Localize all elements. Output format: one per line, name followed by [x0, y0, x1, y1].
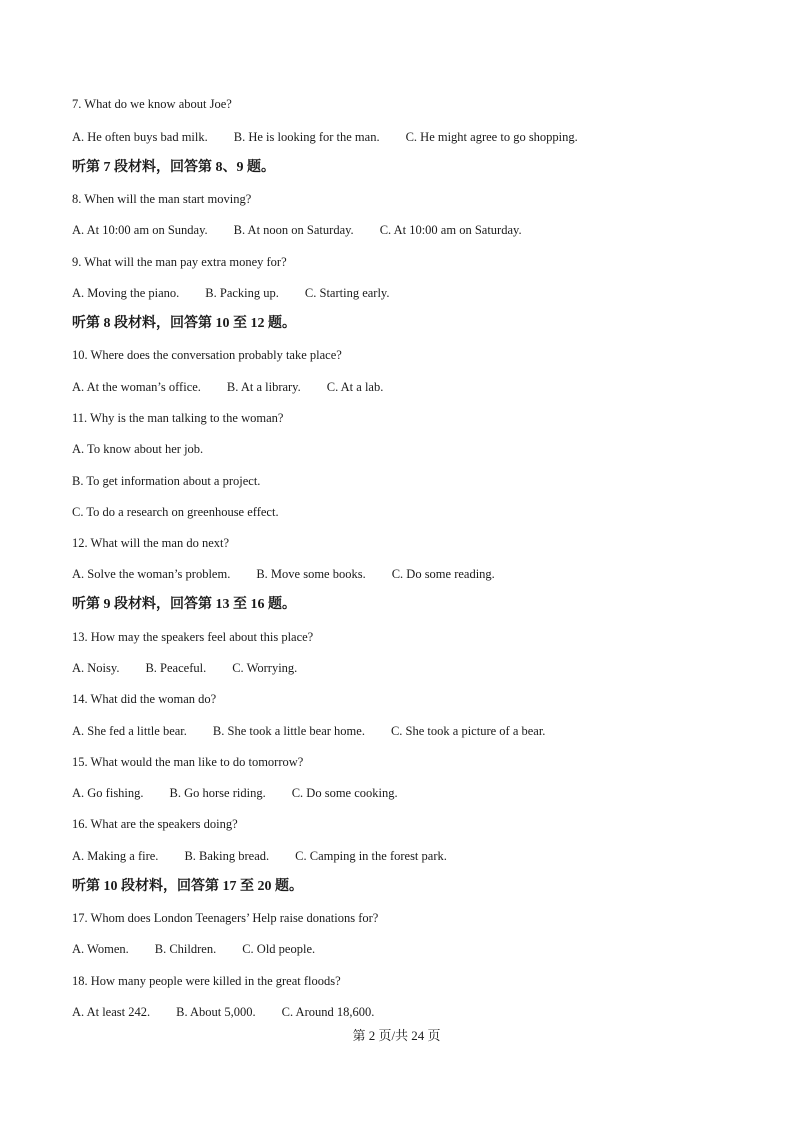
question-text: 14. What did the woman do? [72, 692, 217, 706]
answer-options [72, 941, 315, 957]
answer-option: B. Packing up. [205, 286, 279, 300]
answer-options [72, 848, 447, 864]
answer-option: A. At 10:00 am on Sunday. [72, 223, 208, 237]
answer-options [72, 785, 398, 801]
answer-option: A. At the woman’s office. [72, 380, 201, 394]
answer-option: A. Making a fire. [72, 849, 159, 863]
answer-option: A. She fed a little bear. [72, 724, 187, 738]
section-heading: 听第 7 段材料，回答第 8、9 题。 [72, 160, 275, 175]
answer-option: A. Go fishing. [72, 786, 144, 800]
answer-option: C. He might agree to go shopping. [405, 130, 578, 144]
answer-option: C. Camping in the forest park. [295, 849, 447, 863]
answer-option: A. He often buys bad milk. [72, 130, 208, 144]
answer-option: B. At noon on Saturday. [233, 223, 354, 237]
question-text: 9. What will the man pay extra money for? [72, 255, 287, 269]
answer-option: A. Solve the woman’s problem. [72, 567, 231, 581]
question-text: 12. What will the man do next? [72, 536, 230, 550]
answer-options [72, 1004, 374, 1020]
answer-option: B. He is looking for the man. [233, 130, 380, 144]
question-text: 15. What would the man like to do tomorrow? [72, 755, 304, 769]
answer-option: B. Go horse riding. [169, 786, 266, 800]
answer-option: B. At a library. [226, 380, 301, 394]
answer-option: C. At a lab. [326, 380, 384, 394]
page-footer: 第 2 页/共 24 页 [352, 1028, 441, 1043]
answer-option: C. She took a picture of a bear. [390, 724, 546, 738]
answer-options [72, 723, 545, 739]
question-text: 13. How may the speakers feel about this place? [72, 630, 314, 644]
section-heading: 听第 8 段材料，回答第 10 至 12 题。 [72, 316, 296, 331]
answer-options [72, 566, 495, 582]
answer-option: A. To know about her job. [72, 442, 204, 456]
answer-option: B. Move some books. [256, 567, 366, 581]
answer-option: C. Do some cooking. [291, 786, 398, 800]
question-text: 10. Where does the conversation probably take place? [72, 348, 342, 362]
answer-option: A. At least 242. [72, 1005, 151, 1019]
answer-options [72, 441, 203, 457]
answer-option: B. Baking bread. [184, 849, 270, 863]
answer-option: A. Noisy. [72, 661, 120, 675]
answer-option: C. Starting early. [304, 286, 390, 300]
section-heading: 听第 10 段材料，回答第 17 至 20 题。 [72, 879, 303, 894]
answer-options [72, 222, 522, 238]
answer-option: B. Children. [154, 942, 217, 956]
answer-option: C. At 10:00 am on Saturday. [379, 223, 522, 237]
answer-option: C. To do a research on greenhouse effect. [72, 505, 279, 519]
answer-options [72, 473, 260, 489]
answer-option: C. Old people. [242, 942, 316, 956]
answer-option: B. She took a little bear home. [212, 724, 365, 738]
question-text: 18. How many people were killed in the great floods? [72, 974, 341, 988]
answer-option: C. Do some reading. [391, 567, 495, 581]
question-text: 8. When will the man start moving? [72, 192, 252, 206]
question-text: 16. What are the speakers doing? [72, 817, 238, 831]
question-text: 11. Why is the man talking to the woman? [72, 411, 284, 425]
answer-options [72, 129, 578, 145]
question-text: 7. What do we know about Joe? [72, 97, 232, 111]
answer-option: B. To get information about a project. [72, 474, 261, 488]
answer-option: B. Peaceful. [145, 661, 207, 675]
answer-option: A. Moving the piano. [72, 286, 180, 300]
answer-option: B. About 5,000. [176, 1005, 256, 1019]
answer-options [72, 504, 279, 520]
answer-options [72, 285, 390, 301]
answer-option: C. Around 18,600. [281, 1005, 375, 1019]
question-text: 17. Whom does London Teenagers’ Help raise donations for? [72, 911, 379, 925]
answer-options [72, 660, 297, 676]
section-heading: 听第 9 段材料，回答第 13 至 16 题。 [72, 597, 296, 612]
answer-option: A. Women. [72, 942, 129, 956]
answer-option: C. Worrying. [232, 661, 298, 675]
answer-options [72, 379, 383, 395]
